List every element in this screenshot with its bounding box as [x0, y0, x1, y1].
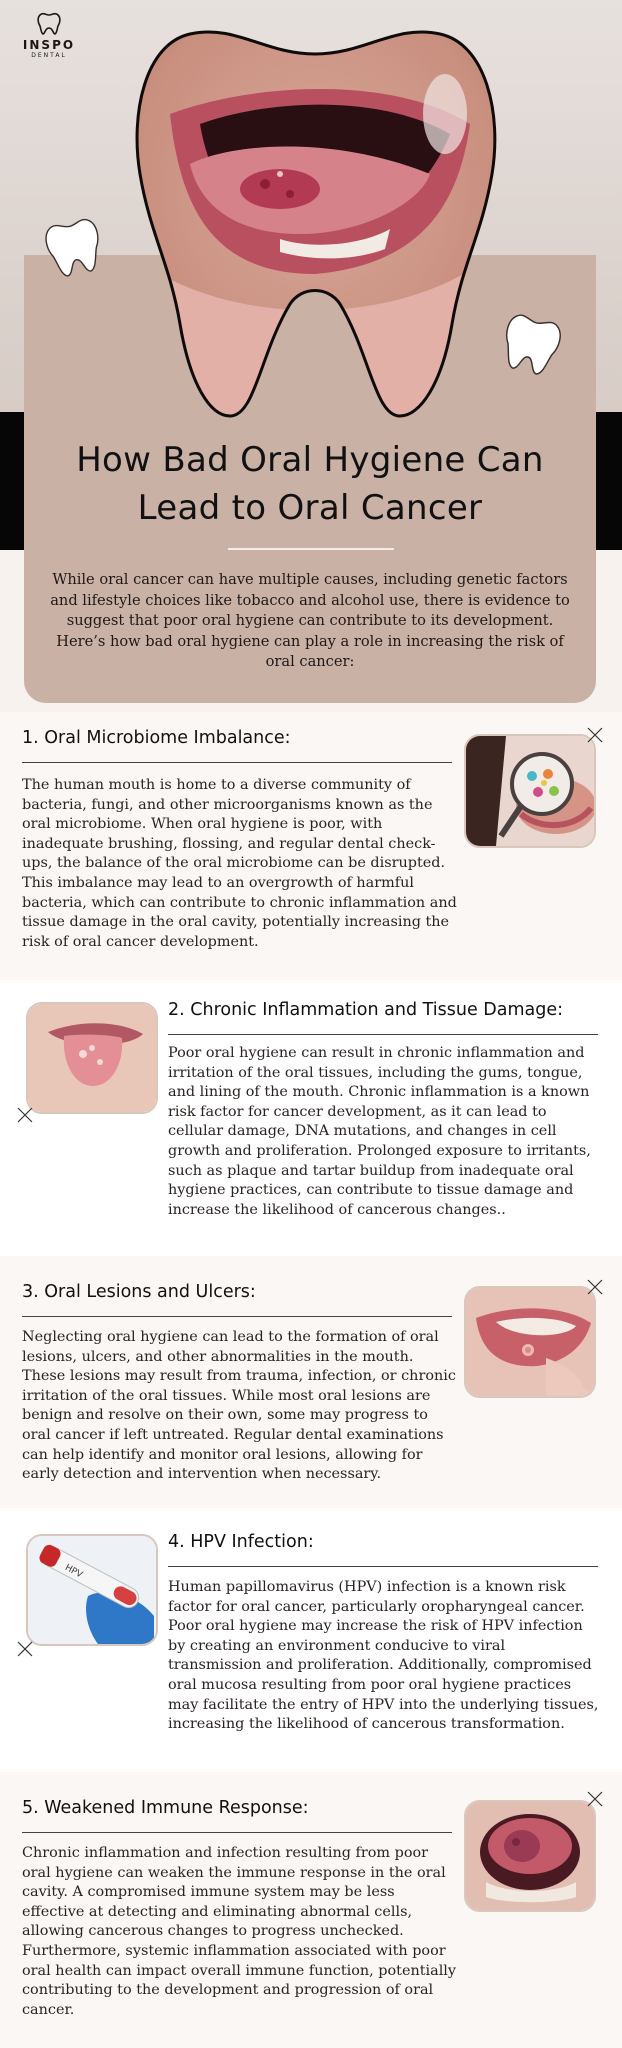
tube-label: HPV: [63, 1562, 84, 1581]
section-body: Chronic inflammation and infection resulting from poor oral hygiene can weaken the immune response in the oral cavity. A compromised immune system may be less effective at detecting and eliminating abnormal cells, allowing cancerous changes to progress unchecked. Furthermore, systemic inflammation associated with poor oral health can impact overall immune function, potentially contributing to the development and progression of oral cancer.: [22, 1845, 457, 2018]
section-title: 5. Weakened Immune Response:: [22, 1798, 309, 1818]
brand-name: INSPO: [22, 38, 76, 52]
hero-tooth-mouth-image: [130, 24, 500, 424]
section-weakened-immune: [0, 1772, 622, 2048]
microbiome-magnifier-image: [464, 734, 596, 848]
lip-ulcer-image: [464, 1286, 596, 1398]
sparkle-icon: [14, 1638, 36, 1660]
tooth-logo-icon: [36, 12, 62, 36]
white-tooth-icon: [44, 218, 104, 280]
sparkle-icon: [584, 1788, 606, 1810]
section-title: 1. Oral Microbiome Imbalance:: [22, 728, 291, 748]
section-title: 3. Oral Lesions and Ulcers:: [22, 1282, 256, 1302]
hero: [0, 0, 622, 720]
sparkle-icon: [584, 724, 606, 746]
section-body: The human mouth is home to a diverse community of bacteria, fungi, and other microorganisms known as the oral microbiome. When oral hygiene is poor, with inadequate brushing, flossing, and regular dental check-ups, the balance of the oral microbiome can be disrupted. This imbalance may lead to an overgrowth of harmful bacteria, which can contribute to chronic inflammation and tissue damage in the oral cavity, potentially increasing the risk of oral cancer development.: [22, 777, 457, 950]
section-divider: [168, 1034, 598, 1035]
section-oral-lesions: [0, 1256, 622, 1508]
section-divider: [22, 1316, 452, 1317]
intro-paragraph: While oral cancer can have multiple causes, including genetic factors and lifestyle choices like tobacco and alcohol use, there is evidence to suggest that poor oral hygiene can contribute to its development. Here’s how bad oral hygiene can play a role in increasing the risk of oral cancer:: [50, 571, 570, 670]
section-chronic-inflammation: [0, 980, 622, 1256]
section-divider: [22, 1832, 452, 1833]
tongue-image: [26, 1002, 158, 1114]
title-divider: [228, 548, 394, 550]
section-divider: [22, 762, 452, 763]
sparkle-icon: [14, 1104, 36, 1126]
section-body: Neglecting oral hygiene can lead to the formation of oral lesions, ulcers, and other abnormalities in the mouth. These lesions may result from trauma, infection, or chronic irritation of the oral tissues. While most oral lesions are benign and resolve on their own, some may progress to oral cancer if left untreated. Regular dental examinations can help identify and monitor oral lesions, allowing for early detection and intervention when necessary.: [22, 1329, 456, 1483]
palate-lesion-image: [464, 1800, 596, 1912]
section-hpv-infection: [0, 1508, 622, 1772]
section-oral-microbiome: [0, 712, 622, 980]
section-body: Poor oral hygiene can result in chronic inflammation and irritation of the oral tissues, including the gums, tongue, and lining of the mouth. Chronic inflammation is a known risk factor for cancer development, as it can lead to cellular damage, DNA mutations, and changes in cell growth and proliferation. Prolonged exposure to irritants, such as plaque and tartar buildup from inadequate oral hygiene practices, can contribute to tissue damage and increase the likelihood of cancerous changes..: [168, 1045, 591, 1218]
page-title: [24, 436, 596, 532]
section-body: Human papillomavirus (HPV) infection is a known risk factor for oral cancer, particularly oropharyngeal cancer. Poor oral hygiene may increase the risk of HPV infection by creating an environment conducive to viral transmission and proliferation. Additionally, compromised oral mucosa resulting from poor oral hygiene practices may facilitate the entry of HPV into the underlying tissues, increasing the likelihood of cancerous transformation.: [168, 1579, 599, 1733]
page-title-line-1: How Bad Oral Hygiene Can: [76, 440, 544, 480]
section-divider: [168, 1566, 598, 1567]
brand-subtitle: DENTAL: [31, 52, 67, 59]
sparkle-icon: [584, 1276, 606, 1298]
section-title: 2. Chronic Inflammation and Tissue Damage:: [168, 1000, 564, 1020]
page-title-line-2: Lead to Oral Cancer: [137, 488, 483, 528]
white-tooth-icon: [500, 314, 562, 378]
hpv-test-tube-image: [26, 1534, 158, 1646]
brand-logo: [14, 12, 84, 59]
section-title: 4. HPV Infection:: [168, 1532, 314, 1552]
